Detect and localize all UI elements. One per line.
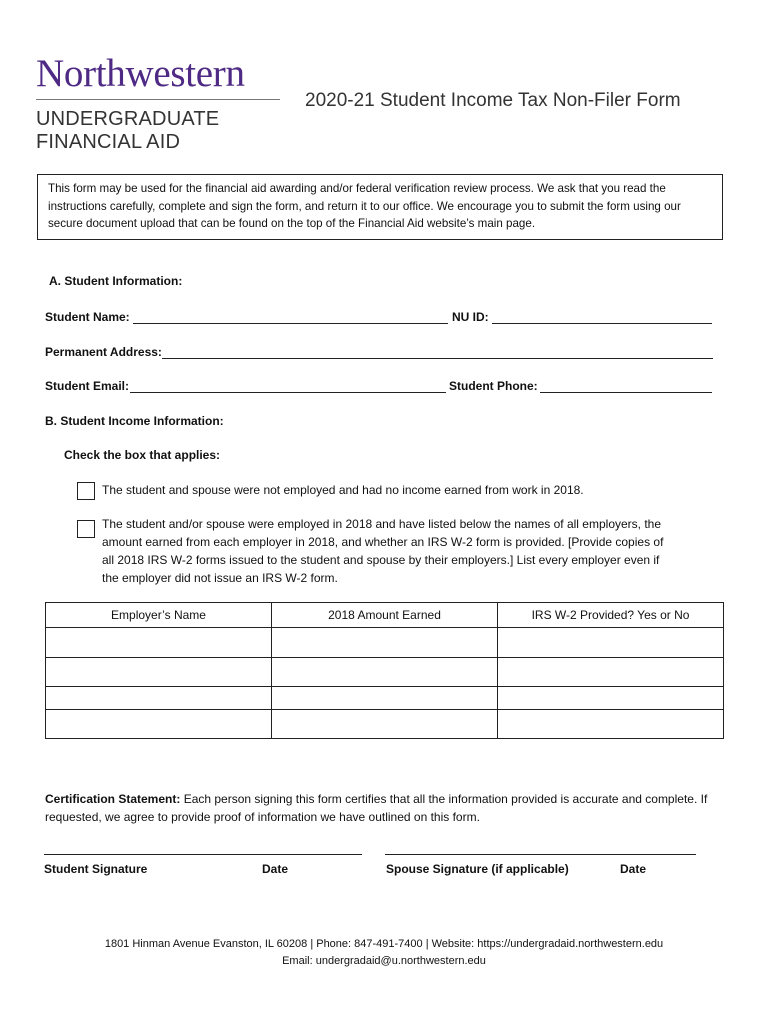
check-box-instruction: Check the box that applies: [64, 448, 221, 462]
spouse-signature-line[interactable] [385, 854, 696, 855]
option-employed-checkbox[interactable] [77, 520, 95, 538]
employer-name-cell[interactable] [46, 628, 272, 658]
table-row [46, 710, 724, 739]
footer-email-line: Email: undergradaid@u.northwestern.edu [282, 955, 486, 967]
spouse-signature-label: Spouse Signature (if applicable) [386, 862, 569, 876]
student-signature-label: Student Signature [44, 862, 148, 876]
footer-contact-line: 1801 Hinman Avenue Evanston, IL 60208 | Phone: 847-491-7400 | Website: https://undergradaid.northwestern.edu [104, 938, 664, 950]
logo-divider [36, 99, 280, 100]
w2-provided-header: IRS W-2 Provided? Yes or No [498, 603, 724, 628]
nu-id-label: NU ID: [452, 310, 489, 324]
form-title: 2020-21 Student Income Tax Non-Filer Form [305, 90, 681, 111]
permanent-address-field[interactable] [162, 358, 713, 359]
amount-earned-cell[interactable] [272, 658, 498, 687]
option-employed-text: The student and/or spouse were employed in 2018 and have listed below the names of all employers, the amount earned from each employer in 2018, and whether an IRS W-2 form is provided. [Provide copies of all 2018 IRS W-2 forms issued to the student and spouse by their employers.] List every employer even if the employer did not issue an IRS W-2 form. [102, 517, 664, 585]
employer-name-cell[interactable] [46, 658, 272, 687]
employer-table-header-row [46, 603, 724, 628]
department-name [36, 108, 219, 154]
permanent-address-label: Permanent Address: [45, 345, 162, 359]
university-logo: Northwestern [36, 52, 245, 95]
w2-provided-cell[interactable] [498, 658, 724, 687]
employer-table [45, 602, 724, 739]
certification-text: Each person signing this form certifies that all the information provided is accurate and complete. If requested, we agree to provide proof of information we have outlined on this form. [45, 792, 708, 824]
w2-provided-cell[interactable] [498, 687, 724, 710]
footer [0, 936, 768, 970]
table-row [46, 628, 724, 658]
certification-label: Certification Statement: [45, 792, 181, 806]
employer-name-cell[interactable] [46, 710, 272, 739]
table-row [46, 658, 724, 687]
table-row [46, 687, 724, 710]
student-name-field[interactable] [133, 323, 448, 324]
department-line-1: UNDERGRADUATE [36, 108, 220, 130]
student-signature-line[interactable] [44, 854, 362, 855]
amount-earned-cell[interactable] [272, 710, 498, 739]
student-date-label: Date [262, 862, 289, 876]
option-no-income-text: The student and spouse were not employed and had no income earned from work in 2018. [102, 483, 584, 497]
amount-earned-cell[interactable] [272, 687, 498, 710]
spouse-date-label: Date [620, 862, 647, 876]
nu-id-field[interactable] [492, 323, 712, 324]
student-phone-field[interactable] [540, 392, 712, 393]
student-email-label: Student Email: [45, 379, 130, 393]
employer-name-header: Employer’s Name [46, 603, 272, 628]
student-phone-label: Student Phone: [449, 379, 538, 393]
department-line-2: FINANCIAL AID [36, 131, 181, 153]
option-no-income-checkbox[interactable] [77, 482, 95, 500]
w2-provided-cell[interactable] [498, 628, 724, 658]
certification-statement [45, 790, 725, 826]
employer-name-cell[interactable] [46, 687, 272, 710]
intro-box: This form may be used for the financial aid awarding and/or federal verification review process. We ask that you read the instructions carefully, complete and sign the form, and return it to our office. We encourage you to submit the form using our secure document upload that can be found on the top of the Financial Aid website’s main page. [37, 174, 723, 240]
student-email-field[interactable] [130, 392, 446, 393]
amount-earned-cell[interactable] [272, 628, 498, 658]
amount-earned-header: 2018 Amount Earned [272, 603, 498, 628]
section-b-heading: B. Student Income Information: [45, 414, 224, 428]
w2-provided-cell[interactable] [498, 710, 724, 739]
student-name-label: Student Name: [45, 310, 130, 324]
section-a-heading: A. Student Information: [49, 274, 183, 288]
